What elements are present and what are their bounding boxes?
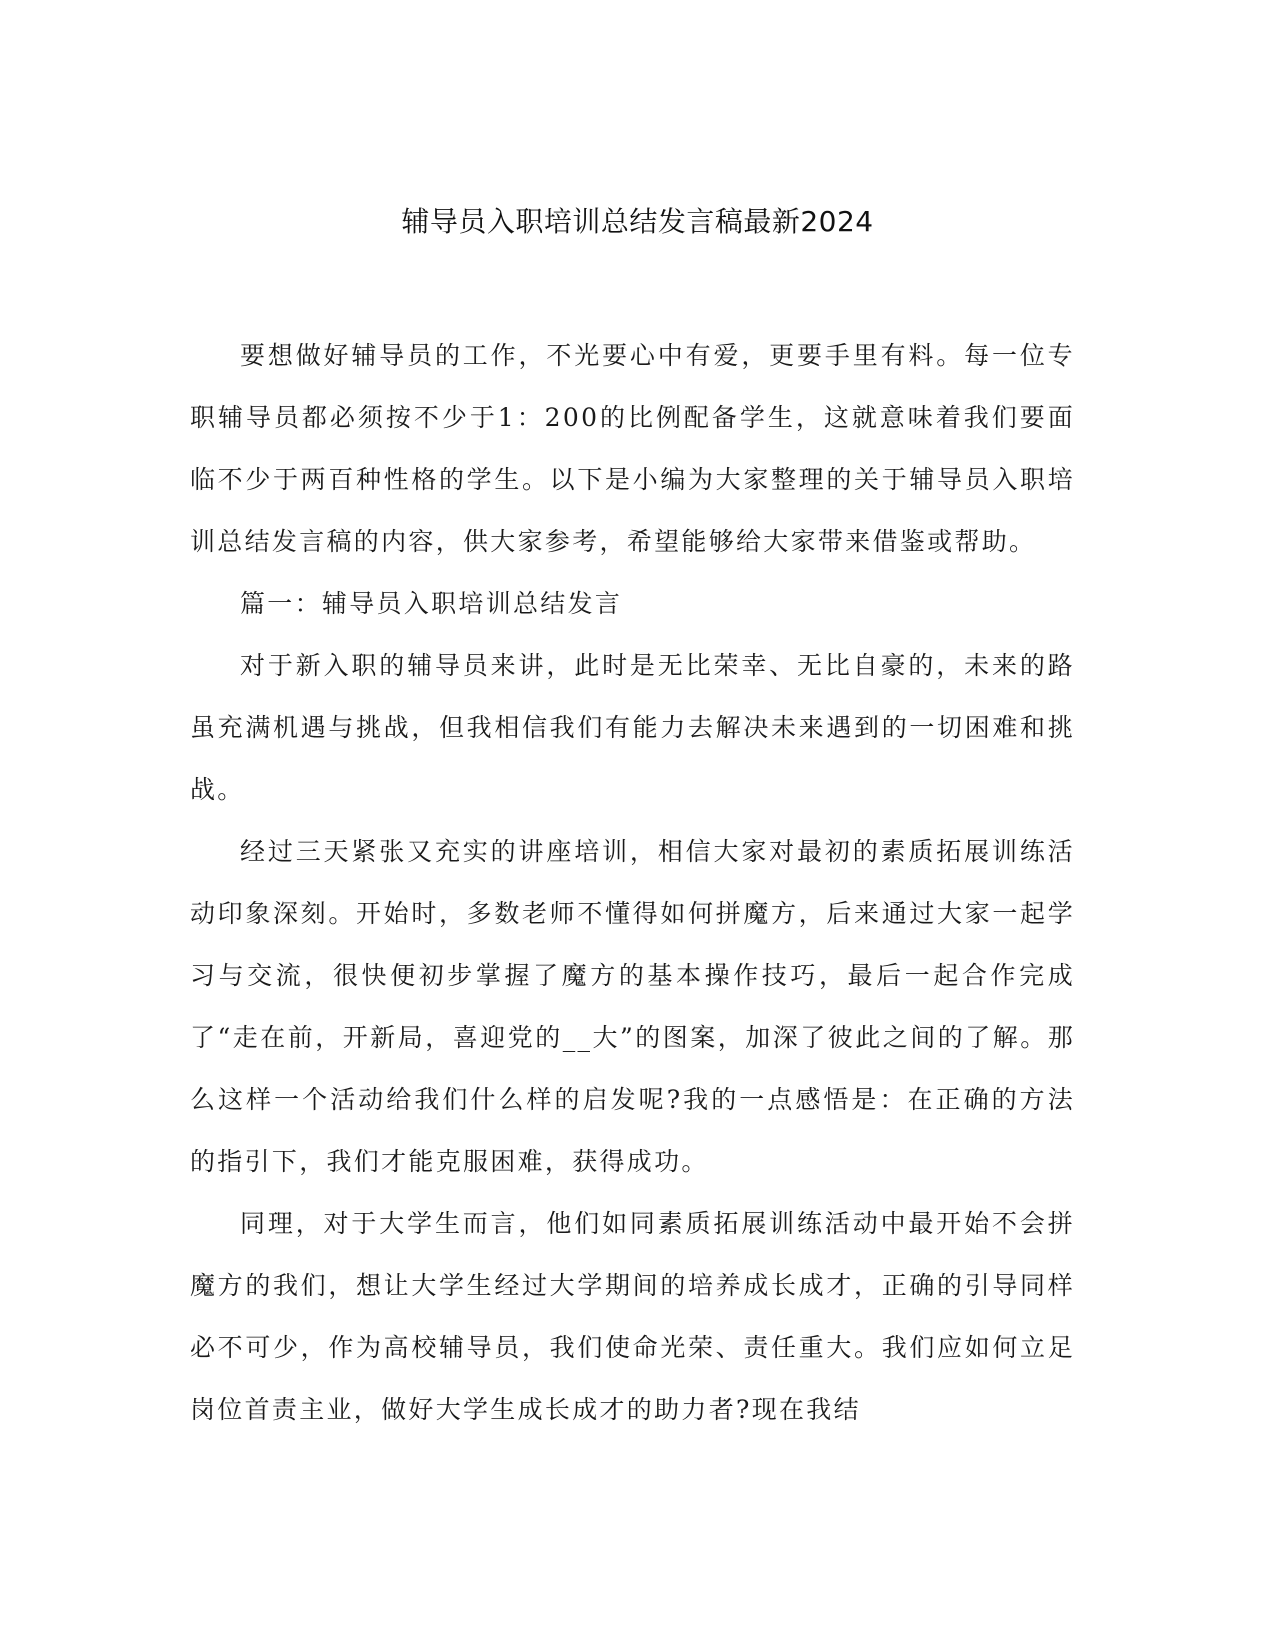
- body-paragraph: 对于新入职的辅导员来讲，此时是无比荣幸、无比自豪的，未来的路虽充满机遇与挑战，但我相信我们有能力去解决未来遇到的一切困难和挑战。: [190, 651, 1075, 804]
- document-title: 辅导员入职培训总结发言稿最新2024: [401, 205, 874, 238]
- document-body: [190, 325, 1075, 1441]
- body-paragraph: 同理，对于大学生而言，他们如同素质拓展训练活动中最开始不会拼魔方的我们，想让大学生经过大学期间的培养成长成才，正确的引导同样必不可少，作为高校辅导员，我们使命光荣、责任重大。我们应如何立足岗位首责主业，做好大学生成长成才的助力者?现在我结: [190, 1209, 1075, 1424]
- section-heading: 篇一：辅导员入职培训总结发言: [240, 589, 623, 618]
- body-paragraph: 经过三天紧张又充实的讲座培训，相信大家对最初的素质拓展训练活动印象深刻。开始时，多数老师不懂得如何拼魔方，后来通过大家一起学习与交流，很快便初步掌握了魔方的基本操作技巧，最后一起合作完成了“走在前，开新局，喜迎党的__大”的图案，加深了彼此之间的了解。那么这样一个活动给我们什么样的启发呢?我的一点感悟是：在正确的方法的指引下，我们才能克服困难，获得成功。: [190, 837, 1075, 1176]
- intro-paragraph: 要想做好辅导员的工作，不光要心中有爱，更要手里有料。每一位专职辅导员都必须按不少于1：200的比例配备学生，这就意味着我们要面临不少于两百种性格的学生。以下是小编为大家整理的关于辅导员入职培训总结发言稿的内容，供大家参考，希望能够给大家带来借鉴或帮助。: [190, 341, 1075, 556]
